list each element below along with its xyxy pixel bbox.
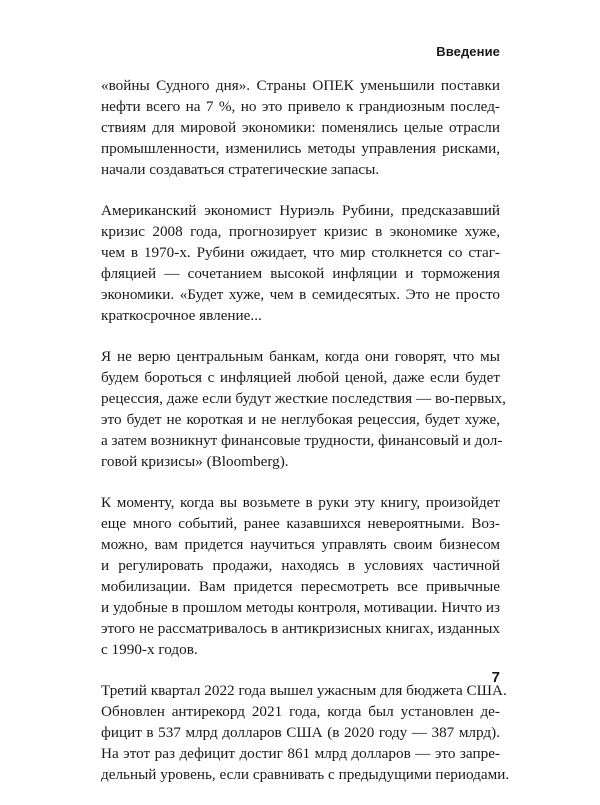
text-line: начали создаваться стратегические запасы. [101, 161, 380, 178]
text-line: «войны Судного дня». Страны ОПЕК уменьшили поставки [101, 77, 500, 94]
text-line: с 1990-х годов. [101, 641, 198, 658]
paragraph-1 [101, 75, 500, 180]
paragraph-3-quote [101, 346, 506, 472]
text-line: этого не рассматривалось в антикризисных книгах, изданных [101, 620, 500, 637]
text-line: говой кризисы» (Bloomberg). [101, 453, 289, 470]
text-line: нефти всего на 7 %, но это привело к грандиозным послед- [101, 98, 500, 115]
text-line: краткосрочное явление... [101, 307, 262, 324]
text-line: чем в 1970-х. Рубини ожидает, что мир столкнется со стаг- [101, 244, 500, 261]
text-line: фицит в 537 млрд долларов США (в 2020 году — 387 млрд). [101, 724, 500, 741]
text-line: рецессия, даже если будут жесткие последствия — во-первых, [101, 390, 506, 407]
text-line: мобилизации. Вам придется пересмотреть все привычные [101, 578, 500, 595]
text-line: Третий квартал 2022 года вышел ужасным для бюджета США. [101, 682, 507, 699]
body-text [101, 75, 510, 805]
text-line: Американский экономист Нуриэль Рубини, предсказавший [101, 202, 500, 219]
text-line: а затем возникнут финансовые трудности, финансовый и дол- [101, 432, 503, 449]
text-line: Я не верю центральным банкам, когда они говорят, что мы [101, 348, 500, 365]
text-line: кризис 2008 года, прогнозирует кризис в экономике хуже, [101, 223, 500, 240]
text-line: экономики. «Будет хуже, чем в семидесятых. Это не просто [101, 286, 500, 303]
text-line: еще много событий, ранее казавшихся невероятными. Воз- [101, 515, 500, 532]
text-line: и регулировать продажи, находясь в условиях частичной [101, 557, 500, 574]
text-line: можно, вам придется научиться управлять своим бизнесом [101, 536, 500, 553]
text-line: К моменту, когда вы возьмете в руки эту книгу, произойдет [101, 494, 500, 511]
text-line: На этот раз дефицит достиг 861 млрд долларов — это запре- [101, 745, 500, 762]
text-line: это будет не короткая и не неглубокая рецессия, будет хуже, [101, 411, 500, 428]
page-number: 7 [491, 669, 500, 686]
text-line: промышленности, изменились методы управления рисками, [101, 140, 500, 157]
text-line: будем бороться с инфляцией любой ценой, даже если будет [101, 369, 500, 386]
text-line: ствиям для мировой экономики: поменялись целые отрасли [101, 119, 500, 136]
text-line: фляцией — сочетанием высокой инфляции и торможения [101, 265, 500, 282]
paragraph-4 [101, 492, 500, 660]
paragraph-2 [101, 200, 500, 326]
text-line: и удобные в прошлом методы контроля, мотивации. Ничто из [101, 599, 500, 616]
text-line: Обновлен антирекорд 2021 года, когда был установлен де- [101, 703, 500, 720]
text-line: дельный уровень, если сравнивать с предыдущими периодами. [101, 766, 510, 783]
paragraph-5 [101, 680, 510, 785]
running-head-chapter-title: Введение [436, 44, 500, 59]
